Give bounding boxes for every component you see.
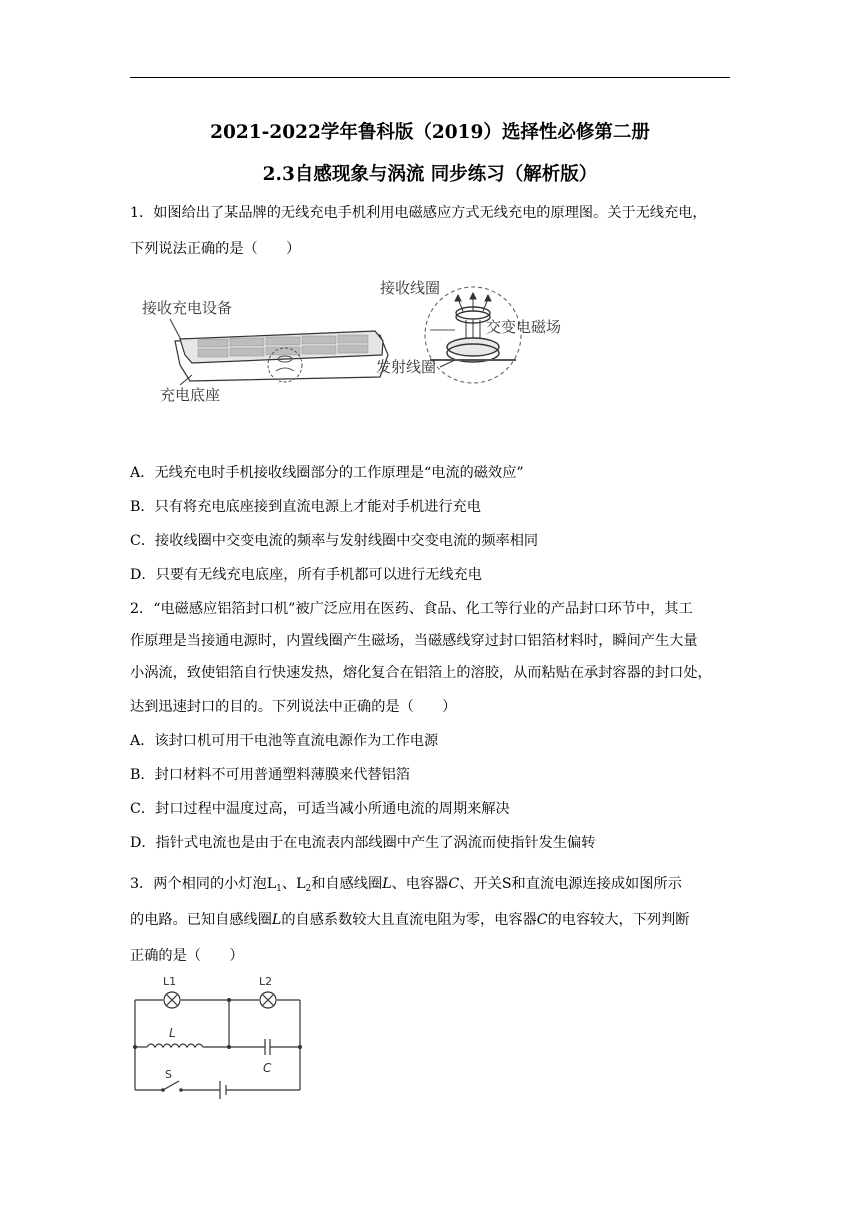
page-title-line2: 2.3自感现象与涡流 同步练习（解析版） xyxy=(262,164,598,185)
q3-symbol: L xyxy=(382,876,392,892)
q3-subscript: 2 xyxy=(305,884,312,894)
q3-symbol: C xyxy=(536,912,548,928)
capacitor-label: C xyxy=(263,1061,272,1075)
q3-text: 和直流电源连接成如图所示 xyxy=(511,876,682,892)
q3-symbol: S xyxy=(501,876,512,892)
q3-text: 、电容器 xyxy=(391,876,449,892)
figure-label-base: 充电底座 xyxy=(160,386,221,404)
q3-stem-line3: 正确的是（ ） xyxy=(130,948,244,964)
q3-text: 的电容较大，下列判断 xyxy=(547,912,690,928)
q3-symbol: C xyxy=(448,876,460,892)
q3-symbol: L xyxy=(296,876,306,892)
q1-option-b: B．只有将充电底座接到直流电源上才能对手机进行充电 xyxy=(130,499,481,515)
q2-option-b: B．封口材料不可用普通塑料薄膜来代替铝箔 xyxy=(130,767,410,783)
q2-option-d: D．指针式电流也是由于在电流表内部线圈中产生了涡流而使指针发生偏转 xyxy=(130,835,596,851)
figure-label-field: 交变电磁场 xyxy=(486,318,562,336)
wireless-charging-figure xyxy=(130,275,562,415)
figure-label-device: 接收充电设备 xyxy=(142,299,233,317)
q3-text: 和自感线圈 xyxy=(311,876,383,892)
inductor-label: L xyxy=(169,1026,176,1040)
page-title-line1: 2021-2022学年鲁科版（2019）选择性必修第二册 xyxy=(210,122,650,143)
lamp1-label: L1 xyxy=(163,975,177,988)
q1-stem-line2: 下列说法正确的是（ ） xyxy=(130,241,301,257)
figure-label-emit-coil: 发射线圈 xyxy=(376,358,437,376)
q3-text: 的电路。已知自感线圈 xyxy=(130,912,272,928)
q1-option-c: C．接收线圈中交变电流的频率与发射线圈中交变电流的频率相同 xyxy=(130,533,539,549)
q3-stem-line2 xyxy=(130,909,689,929)
q3-text: 3．两个相同的小灯泡 xyxy=(130,876,267,892)
q3-symbol: L xyxy=(266,876,277,892)
switch-label: S xyxy=(165,1068,172,1081)
top-rule xyxy=(130,77,730,78)
q2-stem-line3: 小涡流，致使铝箔自行快速发热，熔化复合在铝箔上的溶胶，从而粘贴在承封容器的封口处， xyxy=(130,665,712,681)
q1-option-a: A．无线充电时手机接收线圈部分的工作原理是“电流的磁效应” xyxy=(130,465,524,481)
q2-option-c: C．封口过程中温度过高，可适当减小所通电流的周期来解决 xyxy=(130,801,510,817)
q1-option-d: D．只要有无线充电底座，所有手机都可以进行无线充电 xyxy=(130,567,482,583)
q2-stem-line2: 作原理是当接通电源时，内置线圈产生磁场，当磁感线穿过封口铝箔材料时，瞬间产生大量 xyxy=(130,633,698,649)
q3-stem-line1 xyxy=(130,873,682,894)
figure-label-receive-coil: 接收线圈 xyxy=(380,279,441,297)
q3-subscript: 1 xyxy=(276,884,282,894)
q2-option-a: A．该封口机可用干电池等直流电源作为工作电源 xyxy=(130,733,439,749)
q3-text: 、 xyxy=(281,876,297,892)
circuit-diagram xyxy=(125,975,315,1100)
q2-stem-line1: 2．“电磁感应铝箔封口机”被广泛应用在医药、食品、化工等行业的产品封口环节中，其工 xyxy=(130,601,693,617)
q3-symbol: L xyxy=(271,912,282,928)
q3-text: 、开关 xyxy=(459,876,502,892)
q2-stem-line4: 达到迅速封口的目的。下列说法中正确的是（ ） xyxy=(130,699,457,715)
q3-text: 的自感系数较大且直流电阻为零，电容器 xyxy=(281,912,537,928)
lamp2-label: L2 xyxy=(259,975,273,988)
q1-stem-line1: 1．如图给出了某品牌的无线充电手机利用电磁感应方式无线充电的原理图。关于无线充电， xyxy=(130,205,707,221)
